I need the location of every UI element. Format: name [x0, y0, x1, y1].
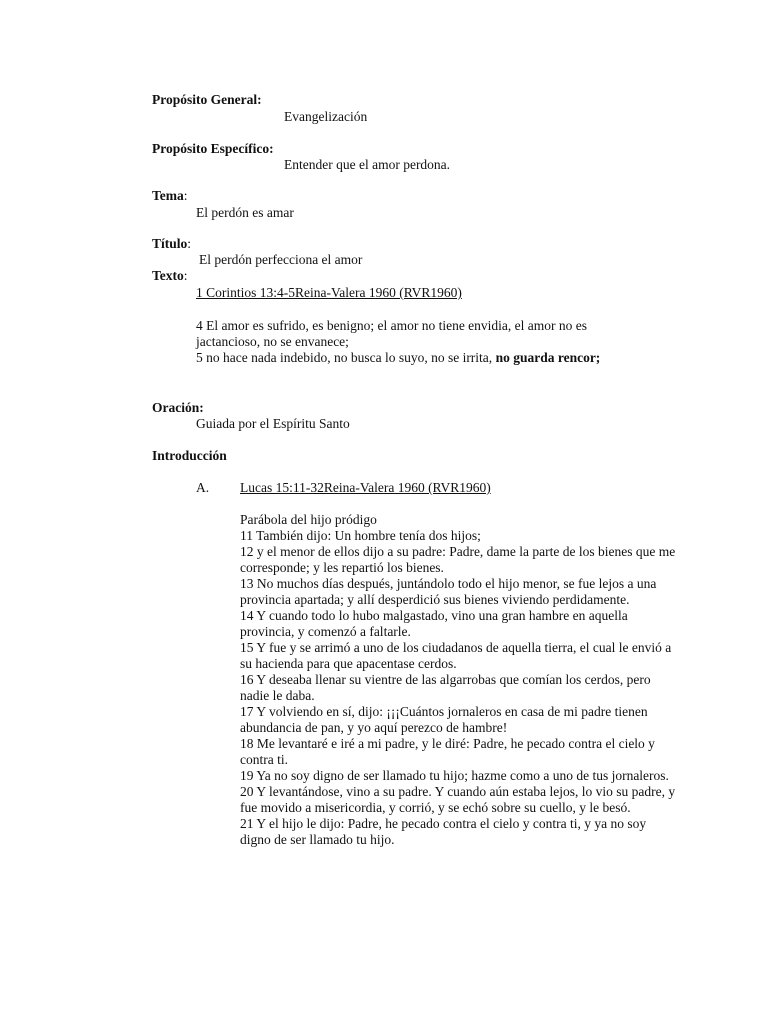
verse-20: 20 Y levantándose, vino a su padre. Y cuando aún estaba lejos, lo vio su padre, y fue movido a misericordia, y corrió, y se echó sobre su cuello, y le besó. [240, 784, 676, 815]
verse-19: 19 Ya no soy digno de ser llamado tu hijo; hazme como a uno de tus jornaleros. [240, 768, 669, 783]
verse-11: 11 También dijo: Un hombre tenía dos hijos; [240, 528, 481, 543]
tema-value: El perdón es amar [196, 205, 294, 220]
proposito-especifico-value: Entender que el amor perdona. [284, 157, 451, 172]
tema-heading [152, 188, 188, 204]
proposito-especifico-label: Propósito Específico: [152, 141, 274, 156]
lucas-passage [240, 512, 680, 848]
verse-5 [196, 350, 600, 366]
verse-15: 15 Y fue y se arrimó a uno de los ciudadanos de aquella tierra, el cual le envió a su hacienda para que apacentase cerdos. [240, 640, 672, 671]
texto-colon: : [183, 268, 188, 283]
proposito-general-label: Propósito General: [152, 92, 262, 107]
tema-label: Tema [152, 188, 184, 203]
oracion-value: Guiada por el Espíritu Santo [196, 416, 350, 431]
titulo-value: El perdón perfecciona el amor [199, 252, 363, 267]
verse-16: 16 Y deseaba llenar su vientre de las algarrobas que comían los cerdos, pero nadie le daba. [240, 672, 651, 703]
corintios-reference-link[interactable]: 1 Corintios 13:4-5Reina-Valera 1960 (RVR1960) [196, 285, 462, 300]
oracion-label: Oración: [152, 400, 204, 415]
verse-4-line-1: 4 El amor es sufrido, es benigno; el amor no tiene envidia, el amor no es [196, 318, 588, 333]
verse-18: 18 Me levantaré e iré a mi padre, y le diré: Padre, he pecado contra el cielo y contra ti. [240, 736, 655, 767]
verse-5-text: 5 no hace nada indebido, no busca lo suyo, no se irrita, [196, 350, 496, 365]
verse-13: 13 No muchos días después, juntándolo todo el hijo menor, se fue lejos a una provincia apartada; y allí desperdició sus bienes viviendo perdidamente. [240, 576, 657, 607]
verse-21: 21 Y el hijo le dijo: Padre, he pecado contra el cielo y contra ti, y ya no soy digno de ser llamado tu hijo. [240, 816, 647, 847]
verse-4-line-2: jactancioso, no se envanece; [196, 334, 349, 349]
verse-17: 17 Y volviendo en sí, dijo: ¡¡¡Cuántos jornaleros en casa de mi padre tienen abundancia de pan, y yo aquí perezco de hambre! [240, 704, 648, 735]
passage-subtitle: Parábola del hijo pródigo [240, 512, 377, 527]
list-item-marker-a: A. [196, 480, 210, 495]
titulo-label: Título [152, 236, 188, 251]
verse-5-emphasis: no guarda rencor; [495, 350, 601, 365]
verse-12: 12 y el menor de ellos dijo a su padre: Padre, dame la parte de los bienes que me corresponde; y les repartió los bienes. [240, 544, 676, 575]
texto-heading [152, 268, 188, 284]
introduccion-label: Introducción [152, 448, 227, 463]
tema-colon: : [183, 188, 188, 203]
titulo-heading [152, 236, 191, 252]
verse-14: 14 Y cuando todo lo hubo malgastado, vino una gran hambre en aquella provincia, y comenzó a faltarle. [240, 608, 628, 639]
titulo-colon: : [187, 236, 192, 251]
lucas-reference-link[interactable]: Lucas 15:11-32Reina-Valera 1960 (RVR1960) [240, 480, 491, 495]
proposito-general-value: Evangelización [284, 109, 368, 124]
texto-label: Texto [152, 268, 184, 283]
